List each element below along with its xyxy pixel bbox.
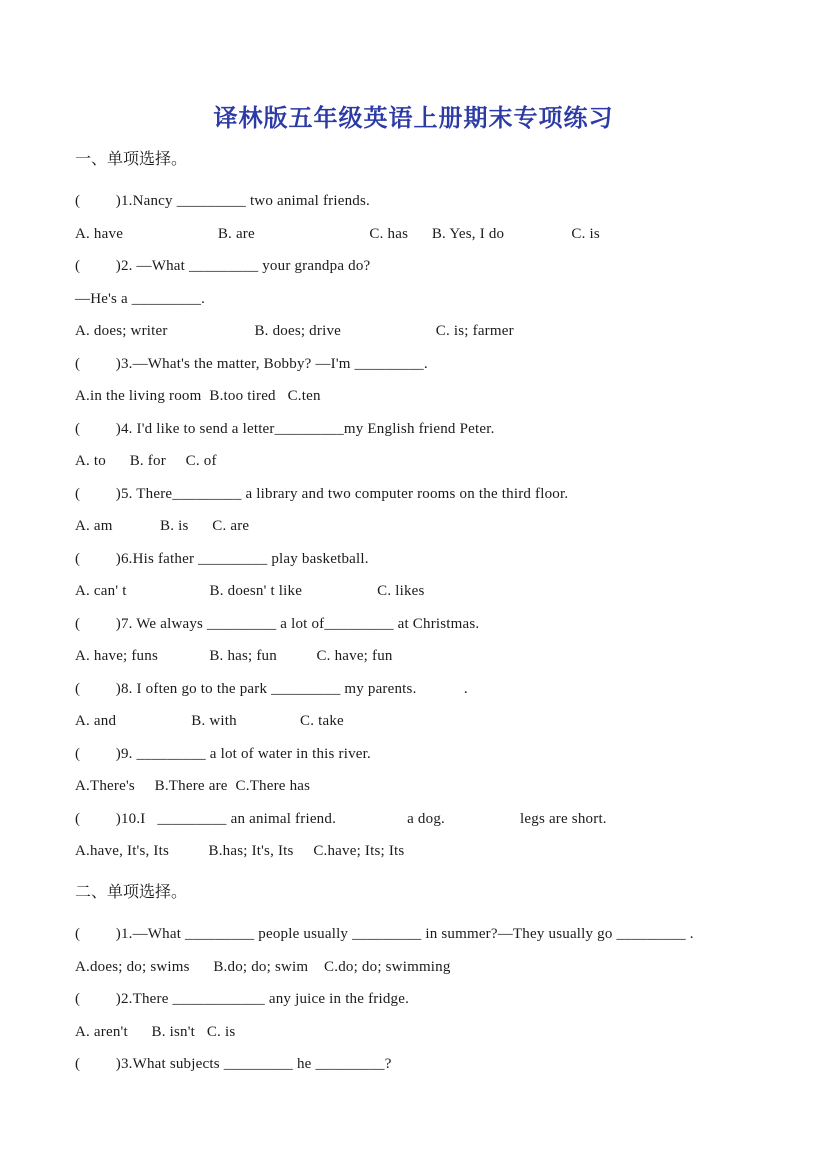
page-title: 译林版五年级英语上册期末专项练习 (213, 106, 614, 132)
text-line: A.in the living room B.too tired C.ten (75, 388, 321, 405)
section-heading: 一、单项选择。 (75, 150, 188, 168)
text-line: ( )8. I often go to the park _________ my parents. . (75, 680, 468, 697)
text-line: ( )3.—What's the matter, Bobby? —I'm _________. (75, 355, 428, 372)
text-line: A.have, It's, Its B.has; It's, Its C.have; Its; Its (75, 843, 405, 860)
text-line: ( )5. There_________ a library and two computer rooms on the third floor. (75, 485, 569, 502)
text-line: ( )1.Nancy _________ two animal friends. (75, 193, 370, 210)
text-line: A. and B. with C. take (75, 713, 344, 730)
text-line: ( )3.What subjects _________ he _________? (75, 1056, 392, 1073)
text-line: ( )10.I _________ an animal friend. a dog. legs are short. (75, 810, 607, 827)
text-line: ( )9. _________ a lot of water in this river. (75, 745, 371, 762)
text-line: A. have B. are C. has B. Yes, I do C. is (75, 225, 600, 242)
text-line: A. to B. for C. of (75, 453, 217, 470)
text-line: A.does; do; swims B.do; do; swim C.do; do; swimming (75, 958, 451, 975)
document-body (0, 141, 827, 1081)
text-line: ( )1.—What _________ people usually _________ in summer?—They usually go _________ . (75, 926, 694, 943)
text-line: A. can' t B. doesn' t like C. likes (75, 583, 425, 600)
text-line: A. am B. is C. are (75, 518, 250, 535)
section-heading: 二、单项选择。 (75, 883, 188, 901)
text-line: ( )2. —What _________ your grandpa do? (75, 258, 371, 275)
text-line: ( )2.There ____________ any juice in the fridge. (75, 991, 410, 1008)
text-line: A.There's B.There are C.There has (75, 778, 311, 795)
text-line: A. have; funs B. has; fun C. have; fun (75, 648, 393, 665)
text-line: A. does; writer B. does; drive C. is; farmer (75, 323, 514, 340)
text-line: A. aren't B. isn't C. is (75, 1023, 236, 1040)
text-line: ( )7. We always _________ a lot of_________ at Christmas. (75, 615, 480, 632)
text-line: —He's a _________. (75, 290, 206, 307)
text-line: ( )4. I'd like to send a letter_________my English friend Peter. (75, 420, 495, 437)
text-line: ( )6.His father _________ play basketball. (75, 550, 369, 567)
